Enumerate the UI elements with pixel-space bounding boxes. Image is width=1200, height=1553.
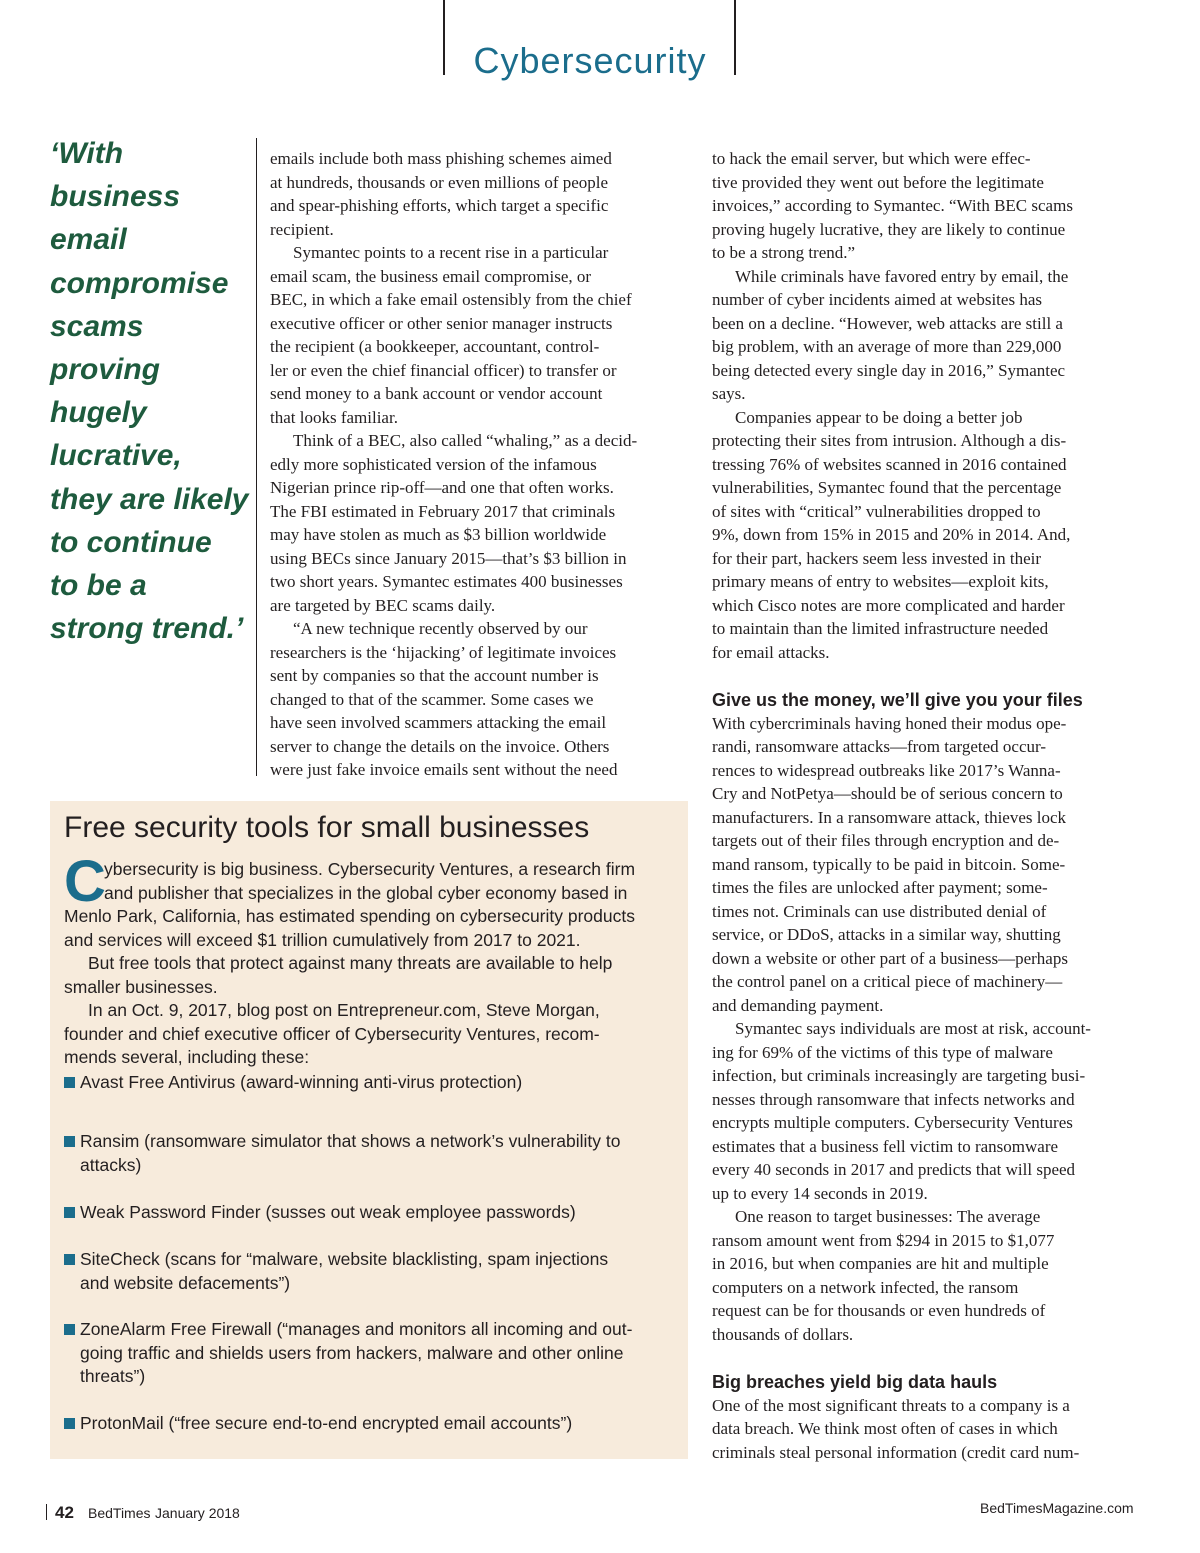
article-line: 9%, down from 15% in 2015 and 20% in 2014. And, (712, 525, 1071, 544)
article-line: ing for 69% of the victims of this type of malware (712, 1042, 1053, 1062)
tool-list-line: Weak Password Finder (susses out weak employee passwords) (80, 1202, 576, 1222)
article-line: edly more sophisticated version of the infamous (270, 454, 597, 474)
tool-list-item-text (80, 1071, 522, 1095)
article-line: for their part, hackers seem less invested in their (712, 548, 1042, 568)
issue-date: January 2018 (155, 1505, 240, 1521)
pull-quote-line: to be a (50, 569, 147, 603)
tool-list-item-text (80, 1318, 632, 1389)
bullet-square-icon (64, 1418, 75, 1429)
subheading: Big breaches yield big data hauls (712, 1371, 998, 1392)
article-line: ransom amount went from $294 in 2015 to $1,077 (712, 1230, 1055, 1250)
footer-rule (46, 1504, 47, 1520)
tool-list-line: and website defacements”) (80, 1272, 291, 1293)
article-line: in 2016, but when companies are hit and multiple (712, 1254, 1049, 1273)
article-line: primary means of entry to websites—exploit kits, (712, 572, 1049, 591)
pull-quote-line: lucrative, (50, 439, 182, 473)
bullet-square-icon (64, 1254, 75, 1265)
article-line: to hack the email server, but which were effec- (712, 149, 1031, 168)
article-line: sent by companies so that the account number is (270, 666, 599, 685)
tool-list-line: going traffic and shields users from hackers, malware and other online (80, 1342, 624, 1363)
article-line: Cry and NotPetya—should be of serious concern to (712, 784, 1063, 803)
tool-list-item-text (80, 1201, 576, 1225)
tool-list-line: SiteCheck (scans for “malware, website blacklisting, spam injections (80, 1249, 609, 1269)
article-line: up to every 14 seconds in 2019. (712, 1183, 928, 1203)
article-line: Symantec says individuals are most at risk, account- (735, 1019, 1091, 1038)
article-line: criminals steal personal information (credit card num- (712, 1442, 1080, 1462)
article-line: to maintain than the limited infrastructure needed (712, 619, 1049, 638)
article-line: tive provided they went out before the legitimate (712, 172, 1044, 192)
article-line: While criminals have favored entry by email, the (735, 266, 1069, 286)
sidebar-intro-line: mends several, including these: (64, 1047, 310, 1067)
article-line: and spear-phishing efforts, which target a specific (270, 196, 609, 215)
article-line: being detected every single day in 2016,” Symantec (712, 360, 1066, 380)
sidebar-intro-line: founder and chief executive officer of Cybersecurity Ventures, recom- (64, 1023, 600, 1044)
pull-quote-line: proving (50, 353, 160, 387)
pull-quote-line: hugely (50, 396, 147, 430)
article-line: computers on a network infected, the ransom (712, 1277, 1019, 1297)
article-line: The FBI estimated in February 2017 that criminals (270, 501, 616, 521)
article-line: using BECs since January 2015—that’s $3 billion in (270, 548, 627, 568)
article-line: invoices,” according to Symantec. “With BEC scams (712, 196, 1073, 215)
tool-list-item-text (80, 1412, 572, 1436)
article-line: data breach. We think most often of cases in which (712, 1419, 1058, 1438)
article-line: nesses through ransomware that infects networks and (712, 1089, 1075, 1109)
article-line: infection, but criminals increasingly are targeting busi- (712, 1066, 1086, 1085)
pull-quote-line: ‘With (50, 137, 124, 170)
bullet-square-icon (64, 1324, 75, 1335)
pull-quote-line: strong trend.’ (50, 612, 244, 646)
pull-quote-line: to continue (50, 525, 212, 559)
article-line: are targeted by BEC scams daily. (270, 595, 496, 615)
article-line: send money to a bank account or vendor account (270, 384, 603, 403)
article-line: of sites with “critical” vulnerabilities dropped to (712, 501, 1041, 521)
sidebar-intro (64, 858, 679, 1070)
article-column-3 (712, 147, 1132, 1464)
pull-quote (50, 132, 250, 650)
article-line: email scam, the business email compromise, or (270, 266, 592, 286)
article-line: Nigerian prince rip-off—and one that often works. (270, 478, 614, 497)
article-column-2 (270, 147, 685, 782)
article-line: researchers is the ‘hijacking’ of legitimate invoices (270, 642, 617, 662)
bullet-square-icon (64, 1136, 75, 1147)
article-line: big problem, with an average of more than 229,000 (712, 337, 1062, 356)
tool-list-item-text (80, 1248, 608, 1295)
sidebar-intro-line: In an Oct. 9, 2017, blog post on Entrepreneur.com, Steve Morgan, (88, 1000, 600, 1020)
tool-list-item-text (80, 1130, 620, 1177)
pull-quote-line: they are likely (50, 482, 249, 516)
bullet-square-icon (64, 1207, 75, 1218)
article-line: at hundreds, thousands or even millions of people (270, 172, 609, 192)
article-line: were just fake invoice emails sent without the need (270, 760, 618, 779)
section-title: Cybersecurity (473, 40, 707, 81)
tool-list-line: Ransim (ransomware simulator that shows a network’s vulnerability to (80, 1131, 621, 1151)
sidebar-intro-line: smaller businesses. (64, 976, 218, 997)
tool-list-line: ZoneAlarm Free Firewall (“manages and monitors all incoming and out- (80, 1319, 633, 1339)
article-line: With cybercriminals having honed their modus ope- (712, 713, 1067, 733)
article-line: times not. Criminals can use distributed denial of (712, 901, 1047, 921)
article-line: changed to that of the scammer. Some cases we (270, 689, 594, 709)
sidebar-intro-line: Menlo Park, California, has estimated spending on cybersecurity products (64, 906, 635, 926)
article-line: to be a strong trend.” (712, 243, 856, 262)
magazine-url[interactable]: BedTimesMagazine.com (980, 1500, 1134, 1516)
sidebar-intro-line: ybersecurity is big business. Cybersecurity Ventures, a research firm (104, 859, 636, 879)
tool-list-line: threats”) (80, 1366, 146, 1386)
article-line: vulnerabilities, Symantec found that the percentage (712, 478, 1062, 497)
article-line: “A new technique recently observed by our (293, 619, 588, 638)
article-line: times the files are unlocked after payment; some- (712, 878, 1048, 897)
article-line: protecting their sites from intrusion. Although a dis- (712, 431, 1067, 450)
article-line: the recipient (a bookkeeper, accountant, control- (270, 337, 600, 356)
article-line: two short years. Symantec estimates 400 businesses (270, 572, 623, 591)
article-line: every 40 seconds in 2017 and predicts that will speed (712, 1160, 1076, 1179)
article-line: Think of a BEC, also called “whaling,” as a decid- (293, 431, 638, 450)
article-line: for email attacks. (712, 642, 830, 662)
article-line: been on a decline. “However, web attacks are still a (712, 313, 1063, 333)
article-line: rences to widespread outbreaks like 2017’s Wanna- (712, 760, 1061, 780)
article-line: One reason to target businesses: The average (735, 1207, 1041, 1226)
article-line: encrypts multiple computers. Cybersecurity Ventures (712, 1113, 1073, 1132)
magazine-name: BedTimes (88, 1505, 151, 1521)
bullet-square-icon (64, 1077, 75, 1088)
article-line: Symantec points to a recent rise in a particular (293, 243, 609, 262)
sidebar-box (50, 801, 688, 1459)
article-line: says. (712, 384, 746, 403)
pull-quote-line: business (50, 180, 181, 214)
tool-list-line: ProtonMail (“free secure end-to-end encrypted email accounts”) (80, 1413, 573, 1433)
header-rule-right (734, 0, 736, 75)
article-line: estimates that a business fell victim to ransomware (712, 1136, 1059, 1156)
article-line: randi, ransomware attacks—from targeted occur- (712, 737, 1047, 756)
article-line: server to change the details on the invoice. Others (270, 736, 610, 756)
drop-cap: C (64, 849, 106, 914)
article-line: ler or even the chief financial officer) to transfer or (270, 360, 617, 380)
sidebar-intro-line: and publisher that specializes in the global cyber economy based in (104, 882, 628, 903)
column-divider (256, 138, 257, 776)
article-line: tressing 76% of websites scanned in 2016 contained (712, 454, 1067, 474)
article-line: request can be for thousands or even hundreds of (712, 1301, 1046, 1320)
subheading: Give us the money, we’ll give you your files (712, 689, 1083, 710)
article-line: the control panel on a critical piece of machinery— (712, 972, 1063, 991)
pull-quote-line: email (50, 223, 127, 257)
article-line: proving hugely lucrative, they are likely to continue (712, 219, 1066, 239)
tool-list-line: attacks) (80, 1154, 142, 1175)
article-line: may have stolen as much as $3 billion worldwide (270, 525, 607, 544)
article-line: down a website or other part of a business—perhaps (712, 948, 1068, 968)
article-line: recipient. (270, 219, 334, 239)
article-line: targets out of their files through encryption and de- (712, 831, 1060, 850)
tool-list-line: Avast Free Antivirus (award-winning anti-virus protection) (80, 1072, 523, 1092)
article-line: which Cisco notes are more complicated and harder (712, 595, 1065, 615)
article-line: that looks familiar. (270, 407, 398, 427)
article-line: service, or DDoS, attacks in a similar way, shutting (712, 925, 1061, 944)
page-number: 42 (55, 1503, 74, 1522)
article-line: thousands of dollars. (712, 1324, 854, 1344)
article-line: and demanding payment. (712, 995, 884, 1015)
article-line: have seen involved scammers attacking the email (270, 713, 607, 732)
article-line: mand ransom, typically to be paid in bitcoin. Some- (712, 854, 1066, 874)
pull-quote-line: compromise (50, 266, 229, 300)
article-line: BEC, in which a fake email ostensibly from the chief (270, 290, 632, 309)
article-line: Companies appear to be doing a better job (735, 407, 1023, 427)
article-line: executive officer or other senior manager instructs (270, 313, 613, 333)
pull-quote-line: scams (50, 309, 144, 343)
article-line: One of the most significant threats to a company is a (712, 1395, 1070, 1415)
article-line: emails include both mass phishing schemes aimed (270, 149, 612, 168)
article-line: manufacturers. In a ransomware attack, thieves lock (712, 807, 1067, 827)
header-rule-left (443, 0, 445, 75)
sidebar-title: Free security tools for small businesses (64, 811, 590, 844)
sidebar-intro-line: and services will exceed $1 trillion cumulatively from 2017 to 2021. (64, 929, 581, 950)
sidebar-intro-line: But free tools that protect against many threats are available to help (88, 953, 613, 973)
article-line: number of cyber incidents aimed at websites has (712, 290, 1042, 309)
